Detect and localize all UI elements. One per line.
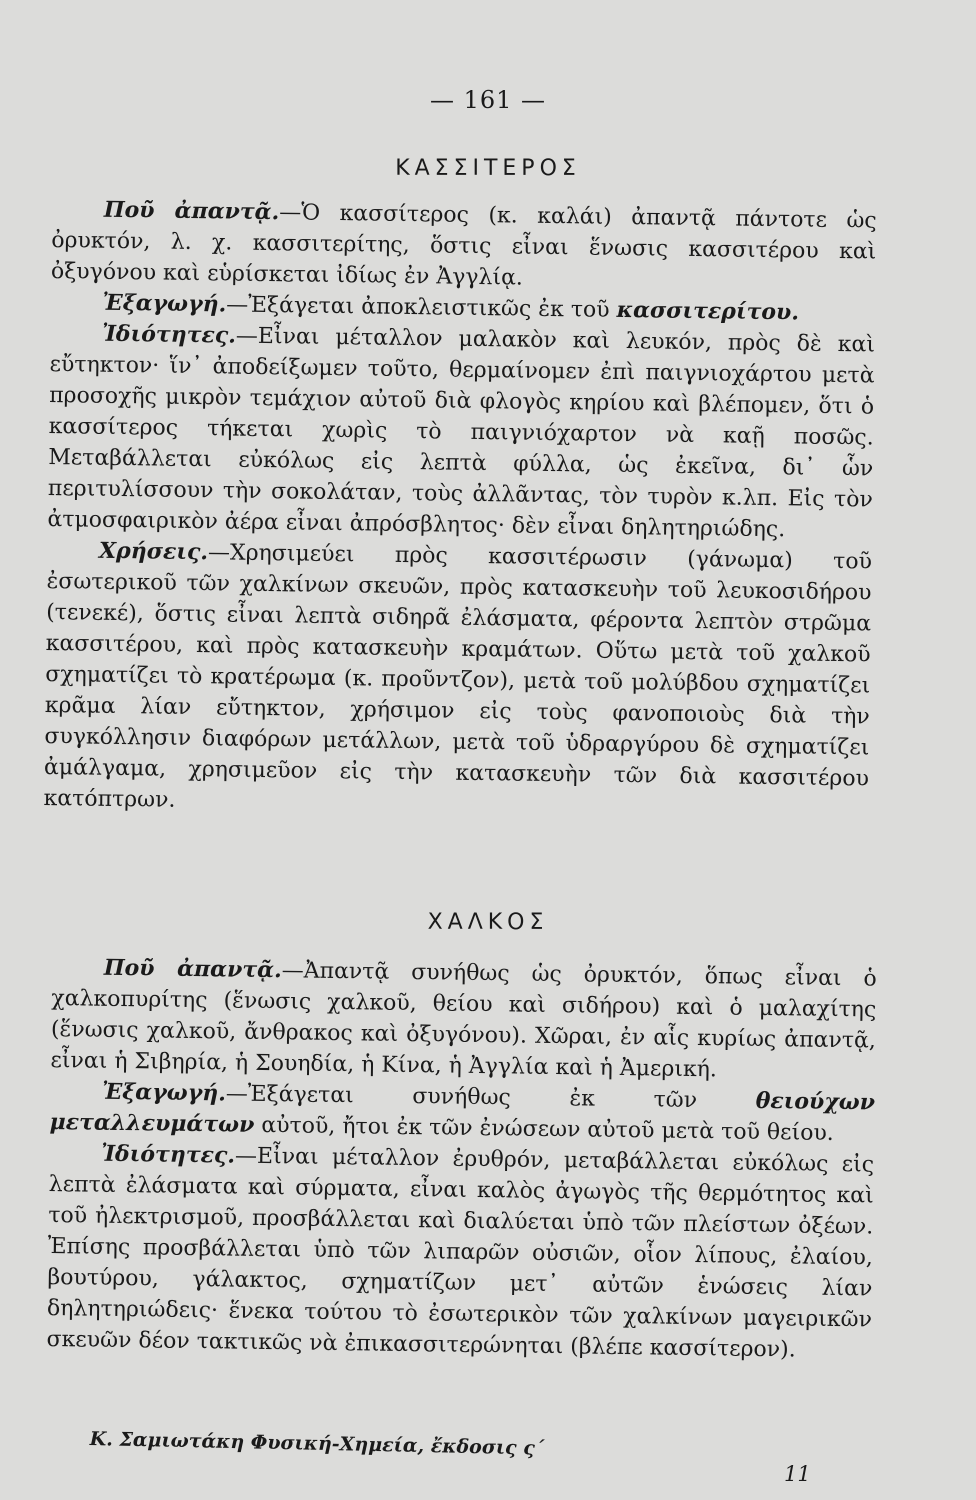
paragraph-emphasis: θειούχων μεταλλευμάτων [49,1087,876,1138]
section-title-copper: ΧΑΛΚΟΣ [427,910,549,935]
footer-source: Κ. Σαμιωτάκη Φυσική-Χημεία, ἔκδοσις ς΄ [89,1428,545,1460]
paragraph-text: —Ἐξάγεται ἀποκλειστικῶς ἐκ τοῦ [226,292,617,323]
paragraph-lead: Ἰδιότητες. [101,1140,236,1169]
paragraph-lead: Χρήσεις. [98,537,209,566]
paragraph-lead: Ποῦ ἀπαντᾷ. [103,954,282,984]
paragraph-properties [47,318,875,546]
paragraph-text: —Εἶναι μέταλλον ἐρυθρόν, μεταβάλλεται εὐκόλως εἰς λεπτὰ ἐλάσματα καὶ σύρματα, εἶναι καλὸς ἀγωγὸς τῆς θερμότητος καὶ τοῦ ἠλεκτρισμοῦ, προσβάλλεται καὶ διαλύεται ὑπὸ τῶν πλείστων ὀξέων. Ἐπίσης προσβάλλεται ὑπὸ τῶν λιπαρῶν οὐσιῶν, οἷον λίπους, ἐλαίου, βουτύρου, γάλακτος, σχηματίζων μετ᾿ αὐτῶν ἑνώσεις λίαν δηλητηριώδεις· ἕνεκα τούτου τὸ ἐσωτερικὸν τῶν χαλκίνων μαγειρικῶν σκευῶν δέον τακτικῶς νὰ ἐπικασσιτερώνηται (βλέπε κασσίτερον). [46,1143,875,1363]
paragraph-text: —Εἶναι μέταλλον μαλακὸν καὶ λευκόν, πρὸς δὲ καὶ εὔτηκτον· ἵν᾿ ἀποδείξωμεν τοῦτο, θερμαίνομεν ἐπὶ παιγνιοχάρτου μετὰ προσοχῆς μικρὸν τεμάχιον αὐτοῦ διὰ φλογὸς κηρίου καὶ βλέπομεν, ὅτι ὁ κασσίτερος τήκεται χωρὶς τὸ παιγνιόχαρτον νὰ καῇ ποσῶς. Μεταβάλλεται εὐκόλως εἰς λεπτὰ φύλλα, ὡς ἐκεῖνα, δι᾿ ὧν περιτυλίσσουν τὴν σοκολάταν, τοὺς ἀλλᾶντας, τὸν τυρὸν κ.λπ. Εἰς τὸν ἀτμοσφαιρικὸν ἀέρα εἶναι ἀπρόσβλητος· δὲν εἶναι δηλητηριώδης. [47,323,876,543]
paragraph-text: —Ὁ κασσίτερος (κ. καλάι) ἀπαντᾷ πάντοτε ὡς ὀρυκτόν, λ. χ. κασσιτερίτης, ὅστις εἶναι ἕνωσις κασσιτέρου καὶ ὀξυγόνου καὶ εὑρίσκεται ἰδίως ἐν Ἀγγλίᾳ. [50,200,877,291]
paragraph-tail: αὐτοῦ, ἤτοι ἐκ τῶν ἐνώσεων αὐτοῦ μετὰ τοῦ θείου. [254,1112,834,1146]
paragraph-lead: Ἐξαγωγή. [102,289,227,318]
paragraph-lead: Ἰδιότητες. [101,320,237,349]
paragraph-text: —Χρησιμεύει πρὸς κασσιτέρωσιν (γάνωμα) τοῦ ἐσωτερικοῦ τῶν χαλκίνων σκευῶν, πρὸς κατασκευὴν τοῦ λευκοσιδήρου (τενεκέ), ὅστις εἶναι λεπτὰ σιδηρᾶ ἐλάσματα, φέροντα λεπτὸν στρῶμα κασσιτέρου, καὶ πρὸς κατασκευὴν κραμάτων. Οὕτω μετὰ τοῦ χαλκοῦ σχηματίζει τὸ κρατέρωμα (κ. προῦντζον), μετὰ τοῦ μολύβδου σχηματίζει κρᾶμα λίαν εὔτηκτον, χρήσιμον εἰς τοὺς φανοποιοὺς διὰ τὴν συγκόλλησιν διαφόρων μετάλλων, μετὰ τοῦ ὑδραργύρου δὲ σχηματίζει ἀμάλγαμα, χρησιμεῦον εἰς τὴν κατασκευὴν τῶν διὰ κασσιτέρου κατόπτρων. [43,540,873,813]
paragraph-text: —Ἐξάγεται συνήθως ἐκ τῶν [225,1081,756,1114]
page-number: — 161 — [429,86,547,114]
section-copper-body [46,952,877,1366]
section-tin-body [43,194,877,825]
signature-mark: 11 [784,1462,811,1486]
paragraph-occurrence [51,194,877,299]
paragraph-uses [43,535,872,825]
paragraph-lead: Ἐξαγωγή. [101,1078,227,1107]
paragraph-extraction [49,1076,875,1150]
paragraph-emphasis: κασσιτερίτου. [616,296,800,326]
paragraph-text: —Ἀπαντᾷ συνήθως ὡς ὀρυκτόν, ὅπως εἶναι ὁ χαλκοπυρίτης (ἕνωσις χαλκοῦ, θείου καὶ σιδήρου) καὶ ὁ μαλαχίτης (ἕνωσις χαλκοῦ, ἄνθρακος καὶ ὀξυγόνου). Χῶραι, ἐν αἷς κυρίως ἀπαντᾷ, εἶναι ἡ Σιβηρία, ἡ Σουηδία, ἡ Κίνα, ἡ Ἀγγλία καὶ ἡ Ἀμερική. [50,958,877,1083]
paragraph-occurrence [50,952,877,1088]
paragraph-properties [46,1138,874,1366]
paragraph-lead: Ποῦ ἀπαντᾷ. [103,196,280,226]
section-title-tin: ΚΑΣΣΙΤΕΡΟΣ [395,156,581,181]
